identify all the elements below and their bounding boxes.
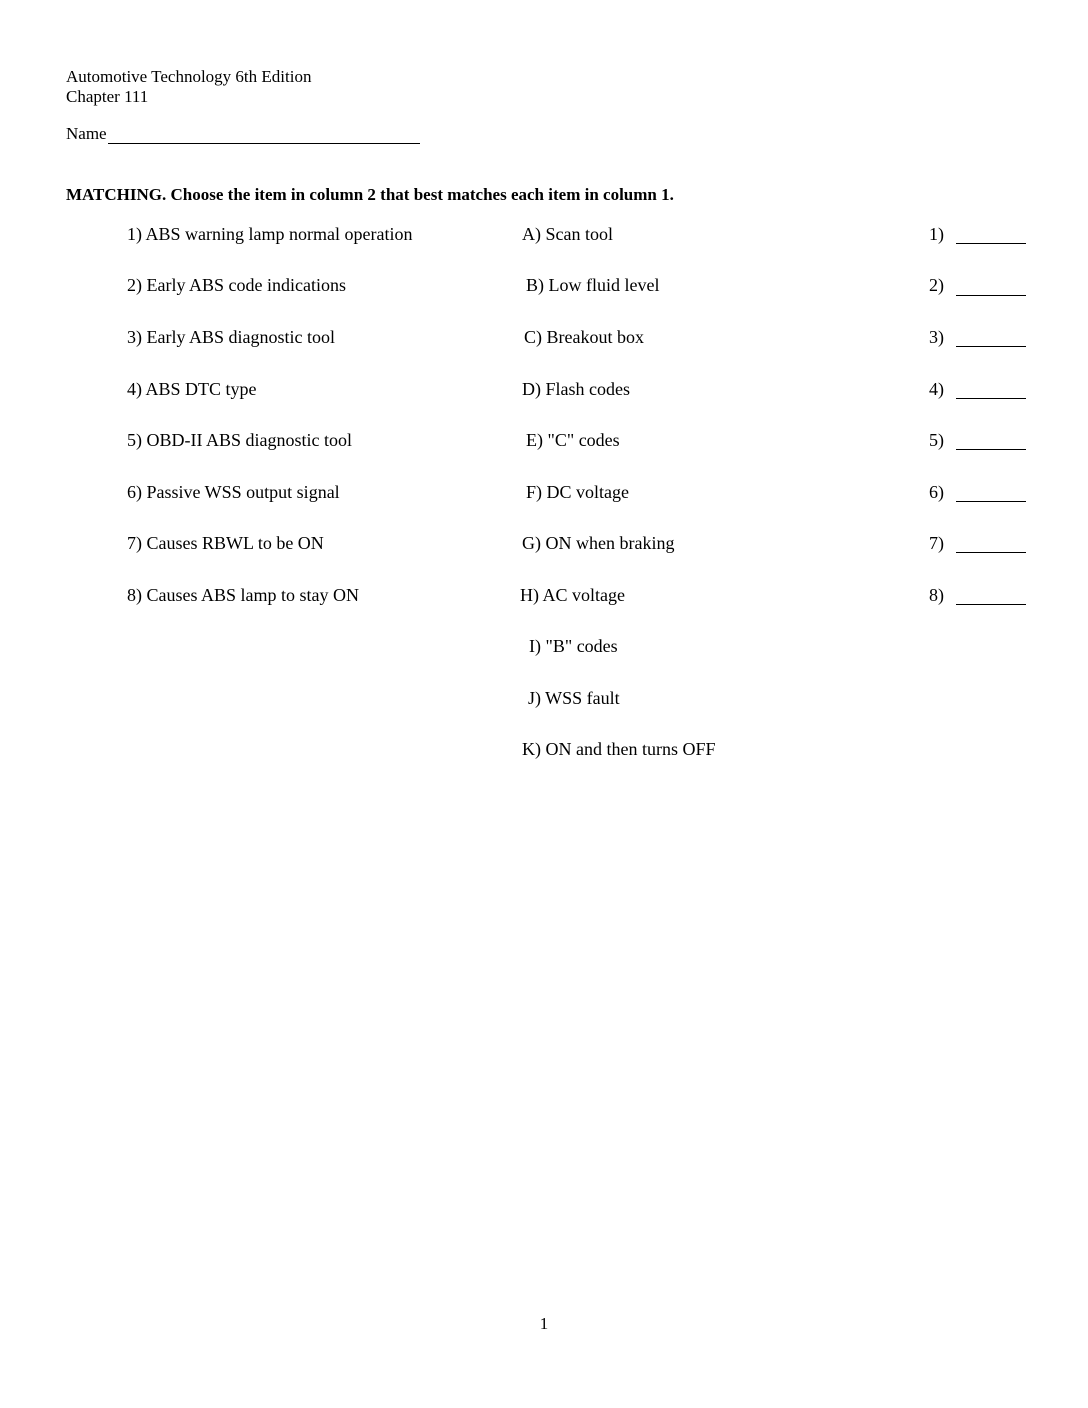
name-label: Name [66,124,107,143]
answer-number-4: 4) [929,379,944,399]
book-title: Automotive Technology 6th Edition [66,67,312,86]
column2-item-a: A) Scan tool [522,224,613,244]
answer-blank-1[interactable] [956,243,1026,244]
answer-number-7: 7) [929,533,944,553]
matching-instructions: MATCHING. Choose the item in column 2 that best matches each item in column 1. [66,185,674,204]
chapter-label: Chapter 111 [66,87,149,106]
answer-blank-2[interactable] [956,295,1026,296]
name-field-line[interactable] [108,143,420,144]
answer-blank-6[interactable] [956,501,1026,502]
answer-blank-7[interactable] [956,552,1026,553]
page-number: 1 [539,1314,549,1333]
answer-blank-5[interactable] [956,449,1026,450]
answer-number-3: 3) [929,327,944,347]
answer-blank-4[interactable] [956,398,1026,399]
column1-item-1: 1) ABS warning lamp normal operation [127,224,413,244]
column2-item-c: C) Breakout box [524,327,644,347]
column1-item-4: 4) ABS DTC type [127,379,257,399]
column2-item-i: I) "B" codes [529,636,618,656]
answer-number-6: 6) [929,482,944,502]
answer-number-1: 1) [929,224,944,244]
answer-number-8: 8) [929,585,944,605]
column2-item-k: K) ON and then turns OFF [522,739,716,759]
column1-item-7: 7) Causes RBWL to be ON [127,533,324,553]
column2-item-e: E) "C" codes [526,430,620,450]
column1-item-2: 2) Early ABS code indications [127,275,346,295]
answer-blank-8[interactable] [956,604,1026,605]
column2-item-b: B) Low fluid level [526,275,660,295]
answer-number-2: 2) [929,275,944,295]
column1-item-5: 5) OBD-II ABS diagnostic tool [127,430,352,450]
column1-item-6: 6) Passive WSS output signal [127,482,340,502]
answer-blank-3[interactable] [956,346,1026,347]
column2-item-d: D) Flash codes [522,379,630,399]
answer-number-5: 5) [929,430,944,450]
column1-item-8: 8) Causes ABS lamp to stay ON [127,585,359,605]
column2-item-g: G) ON when braking [522,533,675,553]
column2-item-h: H) AC voltage [520,585,625,605]
column1-item-3: 3) Early ABS diagnostic tool [127,327,335,347]
column2-item-j: J) WSS fault [528,688,620,708]
column2-item-f: F) DC voltage [526,482,629,502]
